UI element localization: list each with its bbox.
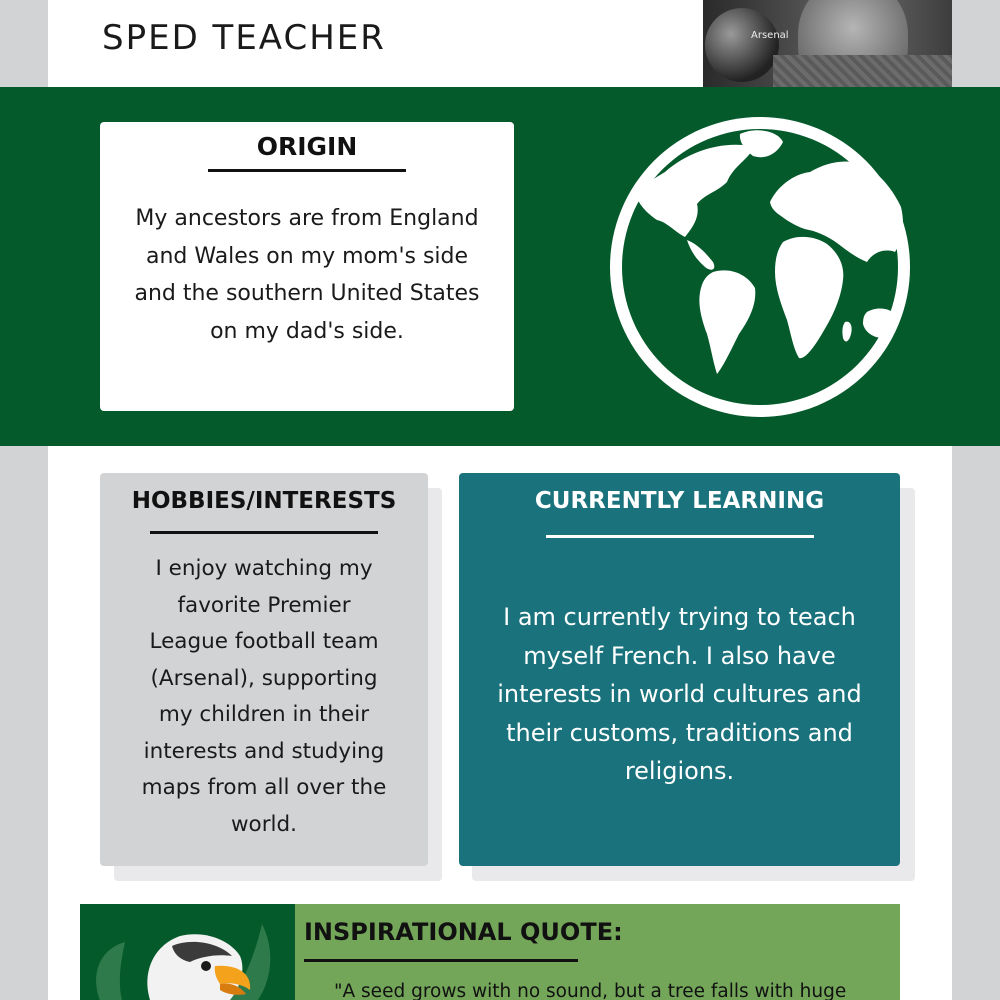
- hobbies-line: favorite Premier: [177, 592, 351, 618]
- teacher-photo: [703, 0, 952, 87]
- globe-icon: [605, 112, 915, 422]
- origin-heading-rule: [208, 169, 406, 172]
- learning-line: myself French. I also have: [523, 641, 836, 670]
- origin-line: and the southern United States: [134, 281, 480, 306]
- quote-heading: INSPIRATIONAL QUOTE:: [304, 918, 623, 946]
- learning-line: their customs, traditions and: [506, 718, 853, 747]
- hobbies-heading-rule: [150, 531, 378, 534]
- hobbies-heading: HOBBIES/INTERESTS: [131, 488, 397, 514]
- learning-heading-rule: [546, 535, 814, 538]
- learning-line: religions.: [624, 757, 735, 785]
- learning-card: [459, 473, 900, 866]
- quote-section: [80, 904, 900, 1000]
- hobbies-line: League football team: [149, 629, 379, 654]
- quote-heading-rule: [304, 959, 578, 962]
- origin-body: [116, 200, 498, 350]
- learning-line: I am currently trying to teach: [503, 603, 856, 631]
- hobbies-line: interests and studying: [143, 738, 385, 764]
- origin-line: My ancestors are from England: [135, 206, 479, 231]
- role-title: SPED TEACHER: [102, 18, 386, 58]
- origin-heading: ORIGIN: [256, 132, 358, 161]
- hobbies-body: [130, 551, 398, 843]
- shirt: [773, 55, 952, 87]
- learning-body: [487, 598, 872, 791]
- mascot-panel: [80, 904, 295, 1000]
- ball-logo-text: Arsenal: [751, 30, 789, 41]
- header: [48, 0, 952, 87]
- learning-line: interests in world cultures and: [497, 680, 862, 708]
- hobbies-line: my children in their: [158, 702, 370, 727]
- origin-card: [100, 122, 514, 411]
- origin-line: and Wales on my mom's side: [145, 243, 469, 269]
- quote-text: "A seed grows with no sound, but a tree falls with huge: [334, 981, 847, 1000]
- soccer-ball: [705, 8, 779, 82]
- hobbies-line: (Arsenal), supporting: [150, 665, 378, 691]
- learning-heading: CURRENTLY LEARNING: [534, 488, 825, 514]
- eagle-mascot-icon: [80, 904, 295, 1000]
- hobbies-line: world.: [230, 811, 298, 837]
- origin-line: on my dad's side.: [210, 318, 404, 344]
- hobbies-line: maps from all over the: [141, 775, 387, 800]
- hobbies-line: I enjoy watching my: [155, 556, 373, 581]
- hobbies-card: [100, 473, 428, 866]
